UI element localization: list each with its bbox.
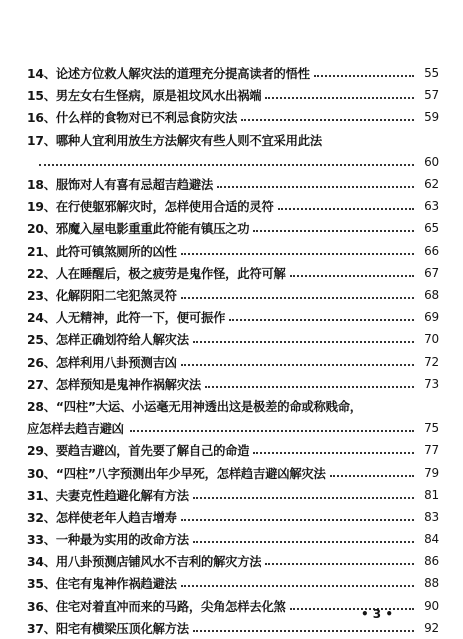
entry-title: 要趋吉避凶，首先要了解自己的命造 (55, 444, 250, 459)
toc-entry (27, 528, 439, 550)
entry-number: 32、 (27, 510, 56, 525)
entry-number: 20、 (27, 222, 56, 237)
entry-title: 服饰对人有喜有忌超吉趋避法 (55, 178, 214, 193)
entry-page: 55 (424, 66, 439, 81)
dot-leader (229, 319, 414, 321)
entry-page: 77 (424, 443, 439, 458)
dot-leader (253, 230, 414, 232)
entry-page: 59 (424, 110, 439, 125)
toc-entry (27, 572, 439, 594)
toc-entry (27, 439, 439, 461)
entry-title: 化解阴阳二宅犯煞灵符 (55, 288, 177, 303)
dot-leader (278, 208, 414, 210)
entry-title: 人在睡醒后，极之疲劳是鬼作怪，此符可解 (55, 266, 286, 281)
entry-number: 37、 (27, 621, 56, 636)
entry-page: 84 (424, 532, 439, 547)
entry-title: 什么样的食物对已不利忌食防灾法 (55, 111, 238, 126)
entry-page: 62 (424, 177, 439, 192)
dot-leader (265, 563, 414, 565)
entry-page: 88 (424, 576, 439, 591)
dot-leader (181, 585, 414, 587)
entry-number: 26、 (27, 355, 56, 370)
entry-title: 在行使躯邪解灾时，怎样使用合适的灵符 (55, 200, 274, 215)
entry-number: 33、 (27, 533, 56, 548)
entry-title: 此符可镇煞厕所的凶性 (55, 244, 177, 259)
toc-entry (27, 550, 439, 572)
entry-title: 夫妻克性趋避化解有方法 (55, 488, 189, 503)
page-number: • 3 • (360, 607, 393, 621)
entry-page: 81 (424, 487, 439, 502)
entry-page: 57 (424, 88, 439, 103)
entry-page: 79 (424, 465, 439, 480)
toc-entry (27, 506, 439, 528)
entry-page: 72 (424, 354, 439, 369)
entry-page: 92 (424, 620, 439, 635)
toc-entry (27, 350, 439, 372)
entry-page: 69 (424, 310, 439, 325)
entry-page: 75 (424, 421, 439, 436)
entry-number: 15、 (27, 89, 56, 104)
dot-leader (253, 452, 414, 454)
entry-number: 30、 (27, 466, 56, 481)
entry-title: 哪种人宜利用放生方法解灾有些人则不宜采用此法 (55, 133, 322, 148)
dot-leader (39, 164, 414, 166)
entry-number: 28、 (27, 399, 56, 414)
dot-leader (193, 630, 414, 632)
dot-leader (290, 275, 414, 277)
entry-page: 90 (424, 598, 439, 613)
toc-entry (27, 373, 439, 395)
entry-number: 34、 (27, 555, 56, 570)
dot-leader (193, 341, 414, 343)
dot-leader (181, 364, 414, 366)
toc-entry (27, 461, 439, 483)
toc-entry (27, 240, 439, 262)
entry-page: 63 (424, 199, 439, 214)
toc-entry (27, 284, 439, 306)
entry-title: 男左女右生怪病，原是祖坟风水出祸端 (55, 89, 262, 104)
entry-title: 怎样正确划符给人解灾法 (55, 333, 189, 348)
toc-entry (27, 62, 439, 84)
entry-title: 住宅对着直冲而来的马路，尖角怎样去化煞 (55, 599, 286, 614)
entry-number: 27、 (27, 377, 56, 392)
entry-title: 人无精神，此符一下，便可振作 (55, 311, 226, 326)
entry-title: 怎样使老年人趋吉增寿 (55, 510, 177, 525)
entry-number: 16、 (27, 111, 56, 126)
entry-number: 35、 (27, 577, 56, 592)
dot-leader (181, 297, 414, 299)
entry-title: “四柱”大运、小运毫无用神透出这是极差的命或称贱命， (55, 399, 362, 414)
entry-number: 21、 (27, 244, 56, 259)
page-footer (0, 607, 463, 621)
dot-leader (181, 253, 414, 255)
entry-number: 22、 (27, 266, 56, 281)
toc-entry (27, 173, 439, 195)
entry-title: 怎样预知是鬼神作祸解灾法 (55, 377, 201, 392)
entry-title: 怎样利用八卦预测吉凶 (55, 355, 177, 370)
dot-leader (193, 541, 414, 543)
entry-title: 邪魔入屋电影重重此符能有镇压之功 (55, 222, 250, 237)
dot-leader (241, 119, 414, 121)
entry-page: 73 (424, 376, 439, 391)
entry-page: 83 (424, 509, 439, 524)
toc-entry (27, 484, 439, 506)
entry-number: 29、 (27, 444, 56, 459)
entry-number: 31、 (27, 488, 56, 503)
entry-number: 23、 (27, 288, 56, 303)
toc-entry (27, 195, 439, 217)
entry-title-continued: 应怎样去趋吉避凶 (27, 422, 124, 437)
entry-number: 18、 (27, 178, 56, 193)
entry-title: “四柱”八字预测出年少早死，怎样趋吉避凶解灾法 (55, 466, 326, 481)
entry-page: 66 (424, 243, 439, 258)
entry-page: 70 (424, 332, 439, 347)
toc-entry (27, 306, 439, 328)
toc-entry (27, 395, 439, 439)
entry-title: 阳宅有横梁压顶化解方法 (55, 621, 189, 636)
entry-number: 24、 (27, 311, 56, 326)
dot-leader (193, 497, 414, 499)
entry-number: 17、 (27, 133, 56, 148)
entry-title: 一种最为实用的改命方法 (55, 533, 189, 548)
entry-title: 论述方位救人解灾法的道理充分提高读者的悟性 (55, 67, 310, 82)
toc-entry (27, 106, 439, 128)
entry-number: 36、 (27, 599, 56, 614)
dot-leader (205, 386, 414, 388)
table-of-contents (27, 62, 439, 639)
entry-page: 65 (424, 221, 439, 236)
dot-leader (265, 97, 414, 99)
dot-leader (314, 75, 414, 77)
entry-number: 14、 (27, 67, 56, 82)
entry-page: 86 (424, 554, 439, 569)
dot-leader (181, 519, 414, 521)
entry-title: 用八卦预测店铺风水不吉利的解灾方法 (55, 555, 262, 570)
toc-entry (27, 129, 439, 173)
dot-leader (330, 475, 414, 477)
toc-entry (27, 328, 439, 350)
entry-page: 68 (424, 287, 439, 302)
toc-entry (27, 84, 439, 106)
entry-page: 60 (424, 154, 439, 169)
entry-number: 25、 (27, 333, 56, 348)
dot-leader (130, 430, 414, 432)
entry-number: 19、 (27, 200, 56, 215)
toc-entry (27, 217, 439, 239)
entry-page: 67 (424, 265, 439, 280)
entry-title: 住宅有鬼神作祸趋避法 (55, 577, 177, 592)
dot-leader (217, 186, 414, 188)
toc-entry (27, 262, 439, 284)
